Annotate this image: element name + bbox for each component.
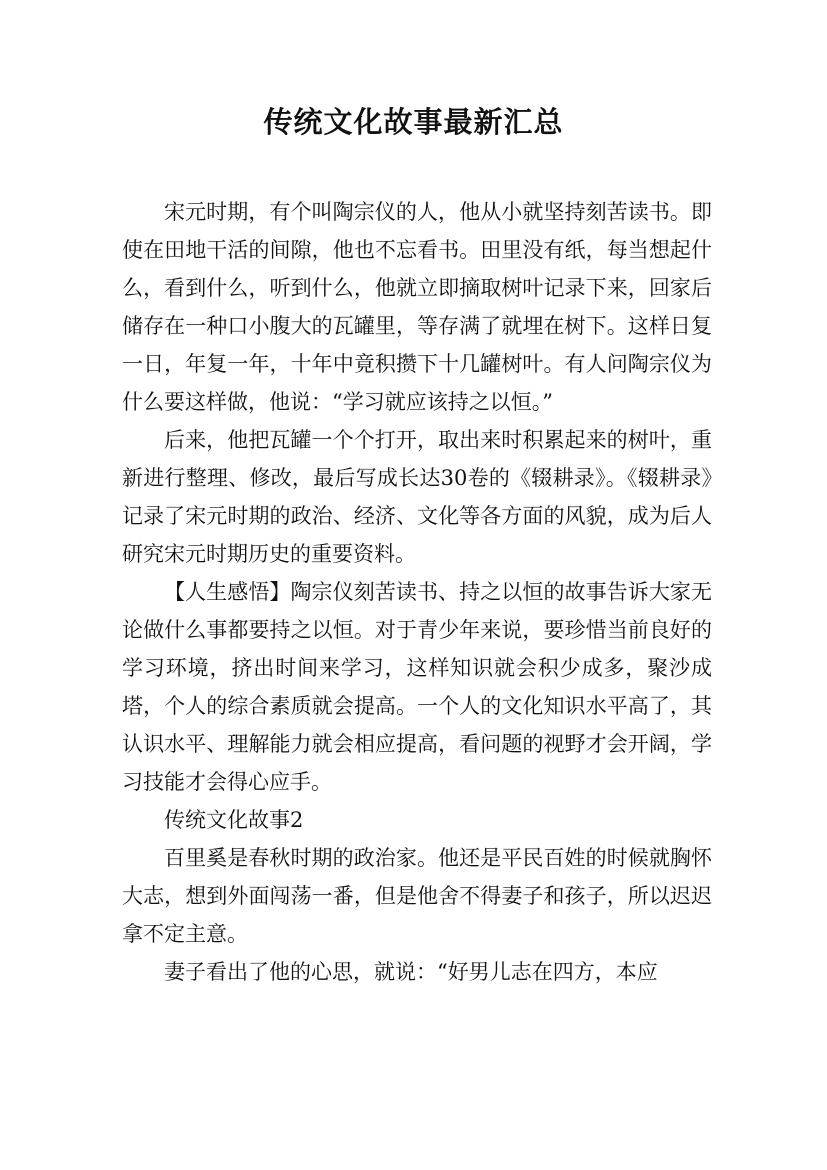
document-title: 传统文化故事最新汇总 xyxy=(263,105,564,139)
document-body xyxy=(122,193,712,991)
paragraph-3: 【人生感悟】陶宗仪刻苦读书、持之以恒的故事告诉大家无论做什么事都要持之以恒。对于青少年来说，要珍惜当前良好的学习环境，挤出时间来学习，这样知识就会积少成多，聚沙成塔，个人的综合素质就会提高。一个人的文化知识水平高了，其认识水平、理解能力就会相应提高，看问题的视野才会开阔，学习技能才会得心应手。 xyxy=(122,580,712,794)
paragraph-1: 宋元时期，有个叫陶宗仪的人，他从小就坚持刻苦读书。即使在田地干活的间隙，他也不忘看书。田里没有纸，每当想起什么，看到什么，听到什么，他就立即摘取树叶记录下来，回家后储存在一种口小腹大的瓦罐里，等存满了就埋在树下。这样日复一日，年复一年，十年中竟积攒下十几罐树叶。有人问陶宗仪为什么要这样做，他说：“学习就应该持之以恒。” xyxy=(122,200,712,414)
paragraph-4: 百里奚是春秋时期的政治家。他还是平民百姓的时候就胸怀大志，想到外面闯荡一番，但是他舍不得妻子和孩子，所以迟迟拿不定主意。 xyxy=(122,846,712,946)
paragraph-5: 妻子看出了他的心思，就说：“好男儿志在四方，本应 xyxy=(164,960,658,984)
section-heading: 传统文化故事2 xyxy=(164,808,304,832)
paragraph-2: 后来，他把瓦罐一个个打开，取出来时积累起来的树叶，重新进行整理、修改，最后写成长达30卷的《辍耕录》。《辍耕录》记录了宋元时期的政治、经济、文化等各方面的风貌，成为后人研究宋元时期历史的重要资料。 xyxy=(122,428,712,566)
